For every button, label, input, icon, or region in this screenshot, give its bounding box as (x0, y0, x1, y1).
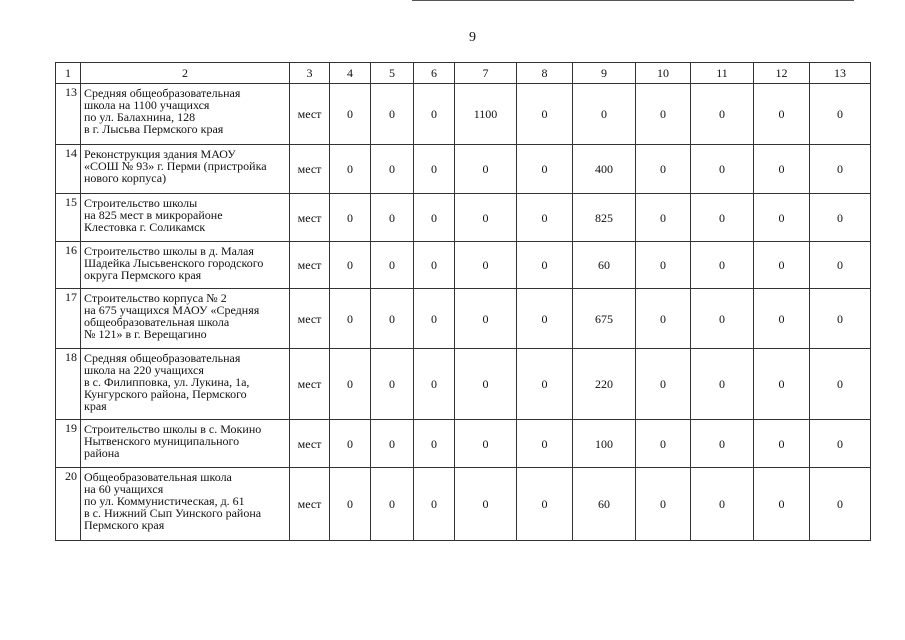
value-cell: 0 (691, 349, 754, 420)
object-name (81, 242, 290, 289)
object-name-line: Реконструкция здания МАОУ (84, 147, 236, 161)
value-cell: 0 (810, 84, 871, 145)
value-cell: 0 (810, 349, 871, 420)
value-cell: 0 (754, 289, 810, 349)
object-name (81, 194, 290, 242)
value-cell: 0 (455, 145, 517, 194)
value-cell: 0 (330, 468, 371, 541)
table-row (56, 468, 871, 541)
value-cell: 0 (517, 242, 573, 289)
row-number: 17 (56, 289, 81, 349)
value-cell: 0 (371, 420, 414, 468)
row-number: 15 (56, 194, 81, 242)
value-cell: 0 (691, 194, 754, 242)
value-cell: 60 (573, 242, 636, 289)
value-cell: 0 (754, 420, 810, 468)
object-name-line: округа Пермского края (84, 268, 202, 282)
value-cell: 0 (414, 145, 455, 194)
table-row (56, 420, 871, 468)
value-cell: 0 (414, 242, 455, 289)
object-name-line: № 121» в г. Верещагино (84, 327, 207, 341)
object-name (81, 420, 290, 468)
value-cell: 0 (330, 145, 371, 194)
value-cell: 0 (517, 349, 573, 420)
object-name-line: в г. Лысьва Пермского края (84, 122, 224, 136)
object-name-line: «СОШ № 93» г. Перми (пристройка (84, 159, 267, 173)
value-cell: 400 (573, 145, 636, 194)
value-cell: 0 (371, 145, 414, 194)
column-number-header: 10 (636, 63, 691, 84)
object-name (81, 145, 290, 194)
column-number-header: 7 (455, 63, 517, 84)
value-cell: 0 (371, 194, 414, 242)
object-name-line: Клестовка г. Соликамск (84, 220, 206, 234)
table-row (56, 84, 871, 145)
value-cell: 0 (691, 242, 754, 289)
object-name-line: Пермского края (84, 518, 165, 532)
value-cell: 0 (810, 242, 871, 289)
unit-cell: мест (290, 84, 330, 145)
value-cell: 0 (636, 468, 691, 541)
value-cell: 0 (371, 349, 414, 420)
value-cell: 825 (573, 194, 636, 242)
value-cell: 0 (330, 194, 371, 242)
column-number-header: 1 (56, 63, 81, 84)
value-cell: 0 (754, 145, 810, 194)
object-name-line: на 60 учащихся (84, 482, 164, 496)
object-name-line: общеобразовательная школа (84, 315, 230, 329)
value-cell: 0 (810, 145, 871, 194)
column-number-header: 12 (754, 63, 810, 84)
value-cell: 0 (691, 84, 754, 145)
value-cell: 0 (691, 145, 754, 194)
value-cell: 0 (371, 289, 414, 349)
top-rule (412, 0, 854, 1)
object-name-line: на 825 мест в микрорайоне (84, 208, 223, 222)
unit-cell: мест (290, 194, 330, 242)
table-row (56, 289, 871, 349)
row-number: 18 (56, 349, 81, 420)
value-cell: 0 (330, 84, 371, 145)
column-number-header: 11 (691, 63, 754, 84)
unit-cell: мест (290, 349, 330, 420)
row-number: 19 (56, 420, 81, 468)
object-name (81, 84, 290, 145)
value-cell: 0 (636, 289, 691, 349)
value-cell: 0 (455, 194, 517, 242)
value-cell: 0 (414, 84, 455, 145)
value-cell: 0 (636, 84, 691, 145)
value-cell: 0 (636, 242, 691, 289)
value-cell: 0 (517, 289, 573, 349)
value-cell: 220 (573, 349, 636, 420)
value-cell: 0 (636, 420, 691, 468)
object-name-line: Общеобразовательная школа (84, 470, 232, 484)
value-cell: 0 (636, 145, 691, 194)
object-name (81, 289, 290, 349)
page-number: 9 (469, 30, 476, 45)
unit-cell: мест (290, 420, 330, 468)
unit-cell: мест (290, 468, 330, 541)
value-cell: 0 (573, 84, 636, 145)
table-row (56, 242, 871, 289)
value-cell: 0 (330, 420, 371, 468)
value-cell: 0 (636, 349, 691, 420)
row-number: 14 (56, 145, 81, 194)
object-name-line: школа на 1100 учащихся (84, 98, 210, 112)
column-number-header: 2 (81, 63, 290, 84)
value-cell: 0 (455, 289, 517, 349)
object-name-line: Средняя общеобразовательная (84, 86, 241, 100)
value-cell: 0 (414, 289, 455, 349)
value-cell: 0 (810, 289, 871, 349)
value-cell: 0 (455, 242, 517, 289)
column-number-header: 3 (290, 63, 330, 84)
data-table (55, 62, 871, 541)
object-name-line: Строительство школы в д. Малая (84, 244, 254, 258)
value-cell: 0 (414, 420, 455, 468)
value-cell: 0 (691, 468, 754, 541)
value-cell: 60 (573, 468, 636, 541)
unit-cell: мест (290, 242, 330, 289)
value-cell: 0 (691, 420, 754, 468)
column-number-header: 8 (517, 63, 573, 84)
value-cell: 0 (517, 84, 573, 145)
table-row (56, 145, 871, 194)
table-row (56, 349, 871, 420)
row-number: 20 (56, 468, 81, 541)
object-name-line: в с. Филипповка, ул. Лукина, 1а, (84, 375, 250, 389)
object-name-line: школа на 220 учащихся (84, 363, 204, 377)
value-cell: 0 (330, 289, 371, 349)
value-cell: 0 (517, 420, 573, 468)
object-name-line: нового корпуса) (84, 171, 167, 185)
row-number: 16 (56, 242, 81, 289)
value-cell: 0 (636, 194, 691, 242)
value-cell: 0 (330, 242, 371, 289)
object-name-line: Строительство школы в с. Мокино (84, 422, 262, 436)
value-cell: 0 (691, 289, 754, 349)
value-cell: 1100 (455, 84, 517, 145)
value-cell: 0 (754, 242, 810, 289)
value-cell: 0 (371, 242, 414, 289)
value-cell: 675 (573, 289, 636, 349)
object-name-line: района (84, 446, 120, 460)
value-cell: 0 (330, 349, 371, 420)
object-name-line: Шадейка Лысьвенского городского (84, 256, 264, 270)
object-name-line: в с. Нижний Сып Уинского района (84, 506, 262, 520)
table-row (56, 194, 871, 242)
column-number-header: 5 (371, 63, 414, 84)
object-name-line: Строительство школы (84, 196, 198, 210)
value-cell: 0 (754, 468, 810, 541)
object-name-line: края (84, 399, 107, 413)
value-cell: 0 (517, 194, 573, 242)
column-number-header: 9 (573, 63, 636, 84)
value-cell: 0 (414, 468, 455, 541)
object-name-line: по ул. Коммунистическая, д. 61 (84, 494, 245, 508)
value-cell: 0 (414, 194, 455, 242)
value-cell: 0 (810, 468, 871, 541)
column-number-header: 13 (810, 63, 871, 84)
unit-cell: мест (290, 145, 330, 194)
column-number-header: 6 (414, 63, 455, 84)
header-row (56, 63, 871, 84)
unit-cell: мест (290, 289, 330, 349)
object-name-line: Нытвенского муниципального (84, 434, 240, 448)
value-cell: 0 (414, 349, 455, 420)
value-cell: 0 (517, 145, 573, 194)
value-cell: 0 (517, 468, 573, 541)
value-cell: 0 (754, 84, 810, 145)
value-cell: 0 (371, 468, 414, 541)
value-cell: 100 (573, 420, 636, 468)
object-name-line: на 675 учащихся МАОУ «Средняя (84, 303, 260, 317)
object-name (81, 349, 290, 420)
row-number: 13 (56, 84, 81, 145)
object-name-line: по ул. Балахнина, 128 (84, 110, 196, 124)
value-cell: 0 (810, 194, 871, 242)
column-number-header: 4 (330, 63, 371, 84)
value-cell: 0 (371, 84, 414, 145)
object-name-line: Средняя общеобразовательная (84, 351, 241, 365)
value-cell: 0 (455, 349, 517, 420)
object-name (81, 468, 290, 541)
value-cell: 0 (754, 194, 810, 242)
object-name-line: Кунгурского района, Пермского (84, 387, 247, 401)
value-cell: 0 (810, 420, 871, 468)
value-cell: 0 (754, 349, 810, 420)
value-cell: 0 (455, 468, 517, 541)
object-name-line: Строительство корпуса № 2 (84, 291, 227, 305)
value-cell: 0 (455, 420, 517, 468)
